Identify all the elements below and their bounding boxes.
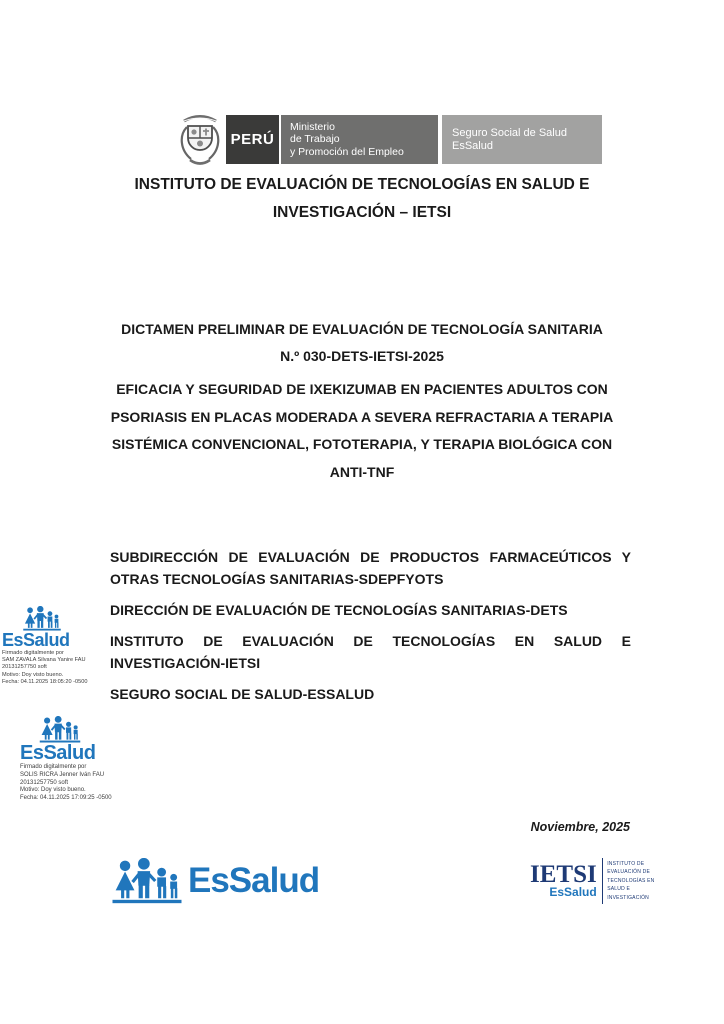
ietsi-tagline-line: INVESTIGACIÓN [607, 894, 649, 901]
ietsi-tagline-line: SALUD E [607, 886, 631, 893]
footer-ietsi-logo [530, 858, 654, 904]
peru-header-box [226, 115, 279, 164]
org-line-direccion: DIRECCIÓN DE EVALUACIÓN DE TECNOLOGÍAS SANITARIAS-DETS [110, 602, 568, 618]
peru-label: PERÚ [230, 131, 275, 148]
report-heading-line: DICTAMEN PRELIMINAR DE EVALUACIÓN DE TECNOLOGÍA SANITARIA [121, 321, 603, 337]
signature-text [20, 764, 150, 803]
signature-line: SOLIS RICRA Jenner Iván FAU [20, 771, 105, 778]
ministry-line: y Promoción del Empleo [290, 145, 404, 158]
essalud-family-icon [38, 716, 82, 743]
ietsi-tagline [607, 860, 654, 903]
signature-line: Fecha: 04.11.2025 18:05:20 -0500 [2, 678, 88, 685]
subject-title: EFICACIA Y SEGURIDAD DE IXEKIZUMAB EN PACIENTES ADULTOS CON PSORIASIS EN PLACAS MODERADA A SEVERA REFRACTARIA A TERAPIA SISTÉMICA CONVENCIONAL, FOTOTERAPIA, Y TERAPIA BIOLÓGICA CON ANTI-TNF [110, 381, 614, 480]
ietsi-tagline-line: INSTITUTO DE [607, 860, 645, 867]
digital-signature-stamp [20, 716, 150, 803]
essalud-header-box [442, 115, 602, 164]
institute-title: INSTITUTO DE EVALUACIÓN DE TECNOLOGÍAS EN SALUD E INVESTIGACIÓN – IETSI [134, 176, 590, 221]
signature-line: Firmado digitalmente por [20, 764, 87, 770]
ietsi-tagline-line: TECNOLOGÍAS EN [607, 877, 655, 884]
seguro-line: EsSalud [452, 139, 493, 152]
signature-text [2, 650, 132, 686]
footer-essalud-logo [110, 858, 319, 904]
org-block [110, 546, 631, 714]
seguro-line: Seguro Social de Salud [452, 126, 567, 139]
org-line-seguro: SEGURO SOCIAL DE SALUD-ESSALUD [110, 686, 375, 702]
ministry-line: Ministerio [290, 120, 335, 133]
digital-signature-stamp [2, 606, 132, 686]
report-heading [97, 316, 627, 370]
signature-line: Fecha: 04.11.2025 17:09:25 -0500 [20, 795, 112, 802]
ietsi-essalud-label: EsSalud [549, 885, 597, 899]
signature-line: Motivo: Doy visto bueno. [20, 787, 86, 794]
ietsi-tagline-line: EVALUACIÓN DE [607, 869, 651, 876]
essalud-wordmark: EsSalud [20, 742, 96, 764]
ministry-header-box [281, 115, 438, 164]
essalud-wordmark: EsSalud [188, 861, 320, 900]
ietsi-acronym: IETSI [530, 861, 597, 888]
ministry-line: de Trabajo [290, 133, 340, 146]
publication-date: Noviembre, 2025 [530, 820, 630, 834]
ietsi-logo-divider [602, 858, 604, 904]
signature-line: Firmado digitalmente por [2, 650, 64, 656]
essalud-family-icon [22, 606, 62, 631]
org-line-subdireccion: SUBDIRECCIÓN DE EVALUACIÓN DE PRODUCTOS FARMACEÚTICOS Y OTRAS TECNOLOGÍAS SANITARIAS-SDEPFYOTS [110, 549, 631, 587]
essalud-wordmark: EsSalud [2, 630, 70, 650]
ietsi-logo-left [530, 863, 597, 899]
signature-line: 20131257750 soft [2, 664, 47, 671]
essalud-family-icon [110, 858, 184, 904]
signature-line: SAM ZAVALA Silvana Yanire FAU [2, 657, 86, 664]
signature-line: Motivo: Doy visto bueno. [2, 671, 64, 678]
org-line-instituto: INSTITUTO DE EVALUACIÓN DE TECNOLOGÍAS EN SALUD E INVESTIGACIÓN-IETSI [110, 633, 631, 671]
peru-coat-of-arms-icon [176, 109, 224, 169]
report-number: N.º 030-DETS-IETSI-2025 [280, 348, 444, 364]
signature-line: 20131257750 soft [20, 779, 69, 786]
